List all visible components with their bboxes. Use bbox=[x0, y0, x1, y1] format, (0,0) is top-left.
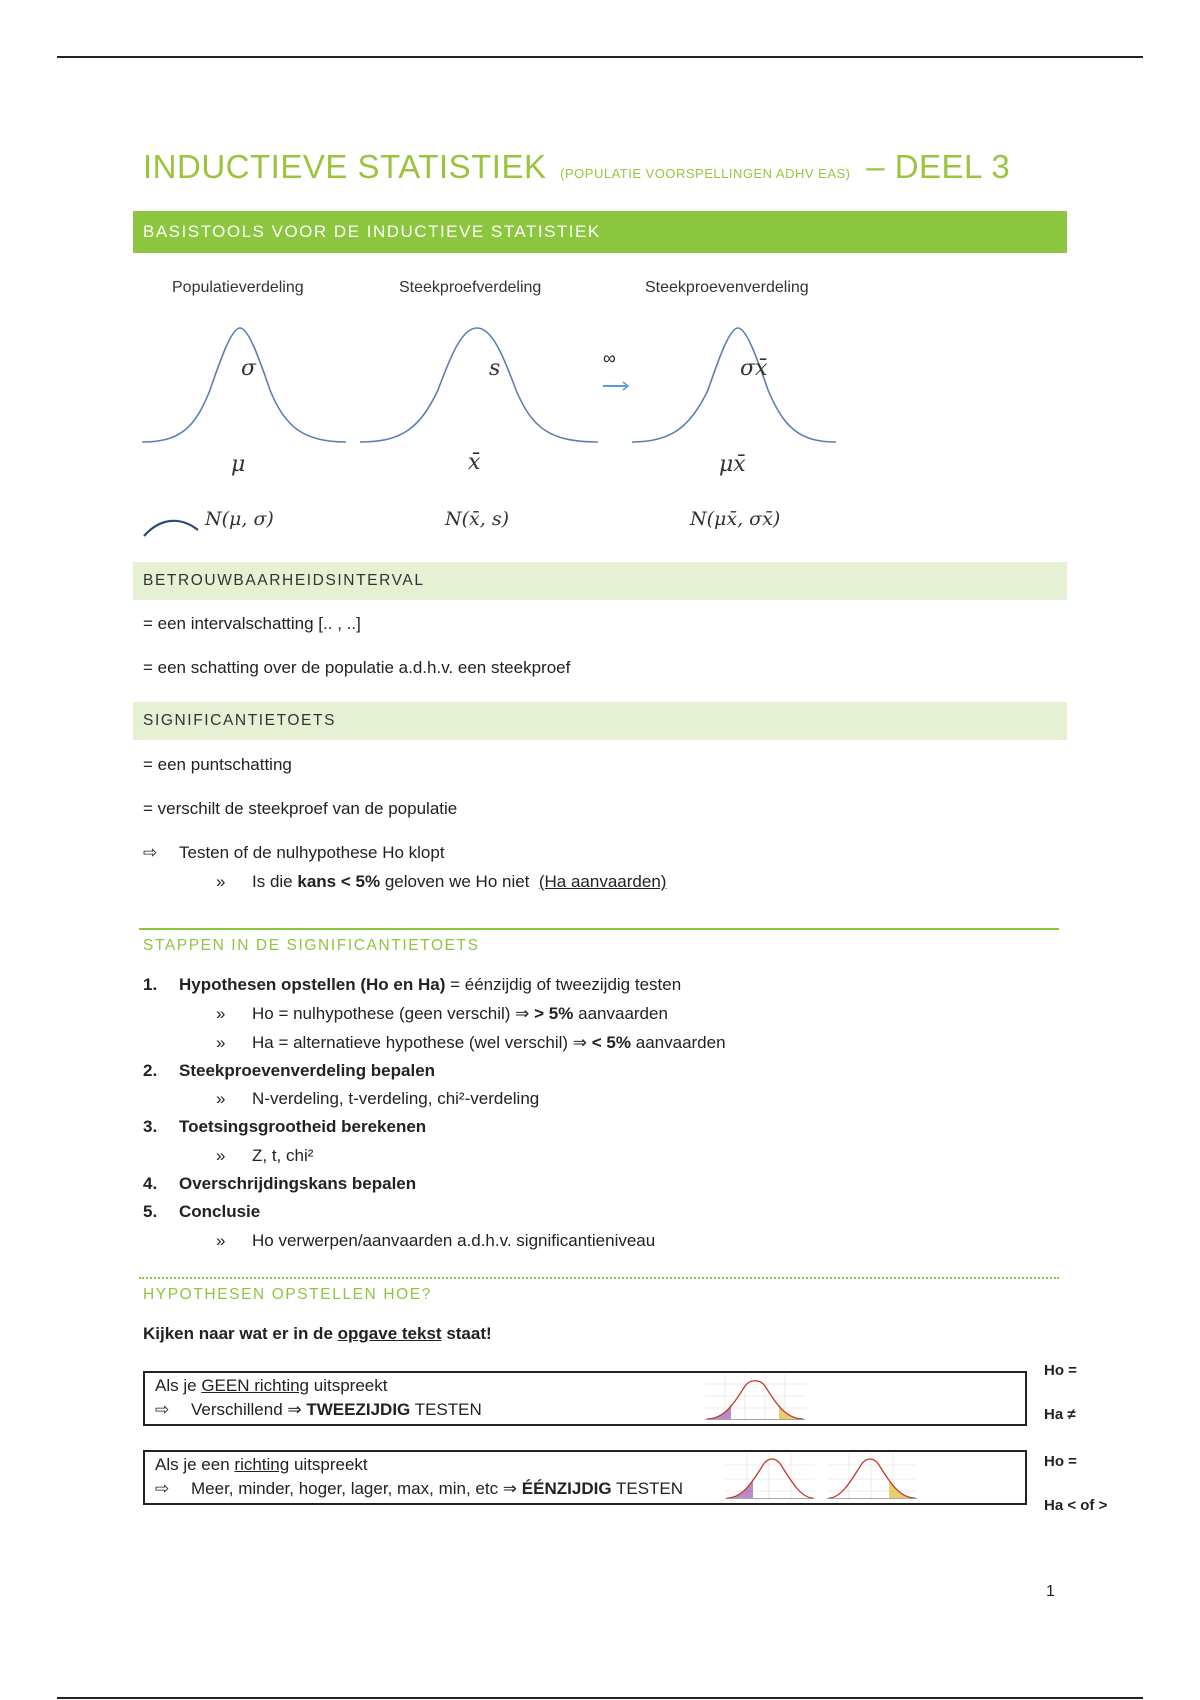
sig-arrow-text: Testen of de nulhypothese Ho klopt bbox=[179, 843, 445, 862]
step-2-sub-1: » N-verdeling, t-verdeling, chi²-verdeling bbox=[216, 1089, 540, 1108]
section-significantietoets: SIGNIFICANTIETOETS bbox=[133, 702, 1067, 740]
symbol-infinity: ∞ bbox=[603, 348, 616, 368]
symbol-mu-xbar: μx̄ bbox=[719, 452, 746, 477]
divider-hypothesen bbox=[139, 1277, 1059, 1279]
curve-sampling bbox=[632, 328, 836, 442]
page-number: 1 bbox=[1046, 1583, 1055, 1600]
arrow-icon: ⇨ bbox=[143, 843, 158, 862]
title-sub: (POPULATIE VOORSPELLINGEN ADHV EAS) bbox=[560, 166, 851, 181]
label-steekproefverdeling: Steekproefverdeling bbox=[399, 279, 542, 296]
box-tweezijdig-line-2: ⇨ Verschillend ⇒ TWEEZIJDIG TESTEN bbox=[155, 1400, 482, 1419]
step-1-sub-2: » Ha = alternatieve hypothese (wel verschil) ⇒ < 5% aanvaarden bbox=[216, 1033, 726, 1052]
two-tailed-curve bbox=[707, 1381, 803, 1419]
normal-arc-icon bbox=[144, 521, 198, 536]
step-5-sub-1: » Ho verwerpen/aanvaarden a.d.h.v. significantieniveau bbox=[216, 1231, 656, 1250]
symbol-sigma: σ bbox=[241, 356, 257, 381]
box1-ha: Ha ≠ bbox=[1044, 1406, 1076, 1423]
heading-hypothesen: HYPOTHESEN OPSTELLEN HOE? bbox=[143, 1286, 432, 1303]
step-1: 1. Hypothesen opstellen (Ho en Ha) = éénzijdig of tweezijdig testen bbox=[143, 975, 682, 994]
symbol-mu: μ bbox=[231, 452, 246, 477]
box-tweezijdig bbox=[143, 1371, 1027, 1426]
hypothesen-intro: Kijken naar wat er in de opgave tekst staat! bbox=[143, 1324, 492, 1343]
label-steekproevenverdeling: Steekproevenverdeling bbox=[645, 279, 809, 296]
left-tailed-graph bbox=[725, 1453, 815, 1502]
top-rule bbox=[57, 56, 1143, 58]
normal-sampling: N(μx̄, σx̄) bbox=[690, 508, 781, 530]
normal-population: N(μ, σ) bbox=[205, 508, 274, 530]
heading-stappen: STAPPEN IN DE SIGNIFICANTIETOETS bbox=[143, 937, 480, 954]
bullet-icon: » bbox=[216, 872, 226, 891]
bottom-rule bbox=[57, 1697, 1143, 1699]
box-eenzijdig bbox=[143, 1450, 1027, 1505]
step-2: 2. Steekproevenverdeling bepalen bbox=[143, 1061, 436, 1080]
symbol-s: s bbox=[489, 356, 501, 381]
sig-bullet: » Is die kans < 5% geloven we Ho niet (Ha aanvaarden) bbox=[216, 872, 667, 891]
label-populatieverdeling: Populatieverdeling bbox=[172, 279, 304, 296]
box-eenzijdig-line-1: Als je een richting uitspreekt bbox=[155, 1455, 368, 1474]
section-betrouwbaarheidsinterval: BETROUWBAARHEIDSINTERVAL bbox=[133, 562, 1067, 600]
step-1-sub-1: » Ho = nulhypothese (geen verschil) ⇒ > 5% aanvaarden bbox=[216, 1004, 668, 1023]
title-suffix: – DEEL 3 bbox=[866, 148, 1011, 185]
left-tail-area-2 bbox=[727, 1479, 753, 1498]
curve-sample bbox=[360, 328, 598, 442]
step-5: 5. Conclusie bbox=[143, 1202, 261, 1221]
right-tailed-graph bbox=[827, 1453, 917, 1502]
sig-arrow-line bbox=[143, 843, 445, 863]
box2-ha: Ha < of > bbox=[1044, 1497, 1108, 1514]
sig-line-2: = verschilt de steekproef van de populatie bbox=[143, 799, 458, 818]
symbol-sigma-xbar: σx̄ bbox=[740, 356, 768, 381]
two-tailed-graph bbox=[705, 1374, 805, 1423]
sig-line-1: = een puntschatting bbox=[143, 755, 292, 774]
step-4: 4. Overschrijdingskans bepalen bbox=[143, 1174, 417, 1193]
box2-ho: Ho = bbox=[1044, 1453, 1077, 1470]
box-tweezijdig-line-1: Als je GEEN richting uitspreekt bbox=[155, 1376, 388, 1395]
section-basistools: BASISTOOLS VOOR DE INDUCTIEVE STATISTIEK bbox=[133, 211, 1067, 253]
title-main: INDUCTIEVE STATISTIEK bbox=[143, 148, 547, 185]
box-eenzijdig-line-2: ⇨ Meer, minder, hoger, lager, max, min, etc ⇒ ÉÉNZIJDIG TESTEN bbox=[155, 1479, 684, 1498]
symbol-xbar: x̄ bbox=[468, 450, 481, 475]
step-3-sub-1: » Z, t, chi² bbox=[216, 1146, 314, 1165]
divider-stappen bbox=[139, 928, 1059, 930]
step-3: 3. Toetsingsgrootheid berekenen bbox=[143, 1117, 427, 1136]
curve-population bbox=[142, 328, 346, 442]
box1-ho: Ho = bbox=[1044, 1362, 1077, 1379]
normal-sample: N(x̄, s) bbox=[445, 508, 509, 530]
interval-line-1: = een intervalschatting [.. , ..] bbox=[143, 614, 361, 633]
interval-line-2: = een schatting over de populatie a.d.h.v. een steekproef bbox=[143, 658, 571, 677]
page-title bbox=[143, 148, 1010, 186]
